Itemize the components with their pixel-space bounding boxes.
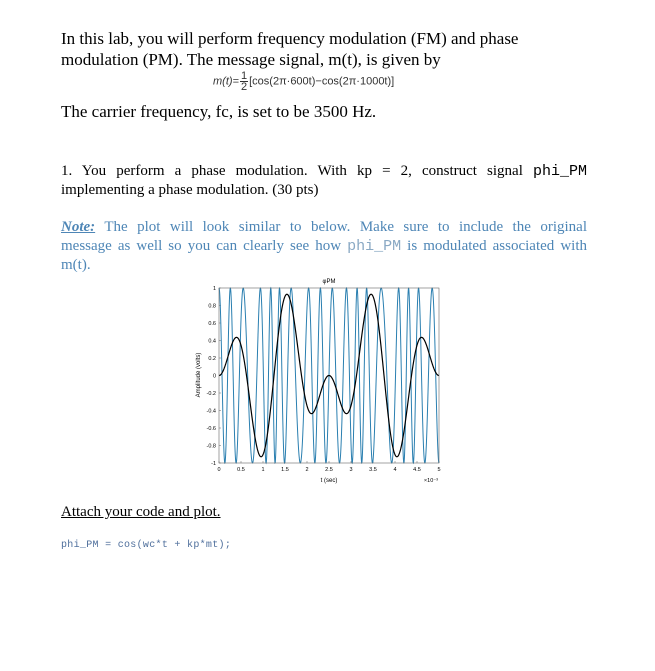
x-tick-label: 2: [305, 467, 309, 473]
chart-title: φPM: [322, 279, 336, 285]
question-1: [61, 162, 587, 200]
formula-lhs: m(t)=: [213, 75, 239, 88]
formula-rhs: [cos(2π·600t)−cos(2π·1000t)]: [249, 75, 395, 88]
formula-fraction: [240, 71, 248, 92]
y-tick-label: -0.6: [206, 426, 216, 432]
note-code: phi_PM: [347, 238, 402, 255]
intro-line-1: In this lab, you will perform frequency modulation (FM) and phase: [61, 29, 519, 48]
x-tick-label: 1: [261, 467, 265, 473]
x-tick-label: 0: [217, 467, 221, 473]
note-line-2: [61, 237, 587, 256]
question-code: phi_PM: [532, 163, 587, 180]
intro-line-2: modulation (PM). The message signal, m(t), is given by: [61, 50, 441, 69]
note-block: [61, 218, 587, 275]
chart-x-multiplier: ×10⁻³: [423, 478, 438, 484]
x-tick-label: 3: [349, 467, 353, 473]
note-label: Note:: [61, 219, 96, 235]
chart-x-axis-label: t (sec): [320, 478, 338, 484]
x-tick-label: 0.5: [237, 467, 245, 473]
phi-pm-chart: [190, 273, 450, 493]
y-tick-label: -0.2: [206, 391, 216, 397]
y-tick-label: -0.8: [206, 443, 216, 450]
carrier-frequency-text: The carrier frequency, fc, is set to be 3500 Hz.: [61, 102, 377, 121]
chart-y-axis-label: Amplitude (volts): [196, 352, 202, 398]
y-tick-label: 0.2: [208, 356, 216, 362]
formula-frac-num: 1: [240, 70, 248, 82]
x-tick-label: 1.5: [281, 467, 289, 473]
message-formula: [213, 71, 394, 92]
question-line-1: [61, 162, 587, 181]
formula-frac-den: 2: [240, 81, 248, 93]
x-tick-label: 2.5: [325, 467, 333, 473]
y-tick-label: 1: [212, 286, 216, 292]
y-tick-label: 0.6: [208, 321, 216, 327]
note-line-1: [61, 218, 587, 237]
attach-instruction: Attach your code and plot.: [61, 504, 221, 520]
x-tick-label: 5: [437, 467, 441, 473]
note-text-2b: is modulated associated with: [401, 238, 587, 254]
question-text-1: 1. You perform a phase modulation. With kp = 2, construct signal: [61, 163, 533, 179]
x-tick-label: 4.5: [413, 467, 421, 473]
y-tick-label: 0.4: [208, 338, 216, 345]
note-line-3: m(t).: [61, 257, 91, 273]
note-text-2a: message as well so you can clearly see how: [61, 238, 348, 254]
y-tick-label: 0.8: [208, 303, 216, 310]
y-tick-label: 0: [212, 373, 216, 380]
x-tick-label: 3.5: [369, 467, 377, 473]
code-line: phi_PM = cos(wc*t + kp*mt);: [61, 540, 232, 551]
note-text-1: The plot will look similar to below. Make sure to include the original: [104, 219, 587, 235]
x-tick-label: 4: [393, 467, 397, 473]
y-tick-label: -0.4: [206, 408, 216, 415]
question-line-2: implementing a phase modulation. (30 pts): [61, 182, 319, 198]
y-tick-label: -1: [211, 461, 216, 467]
